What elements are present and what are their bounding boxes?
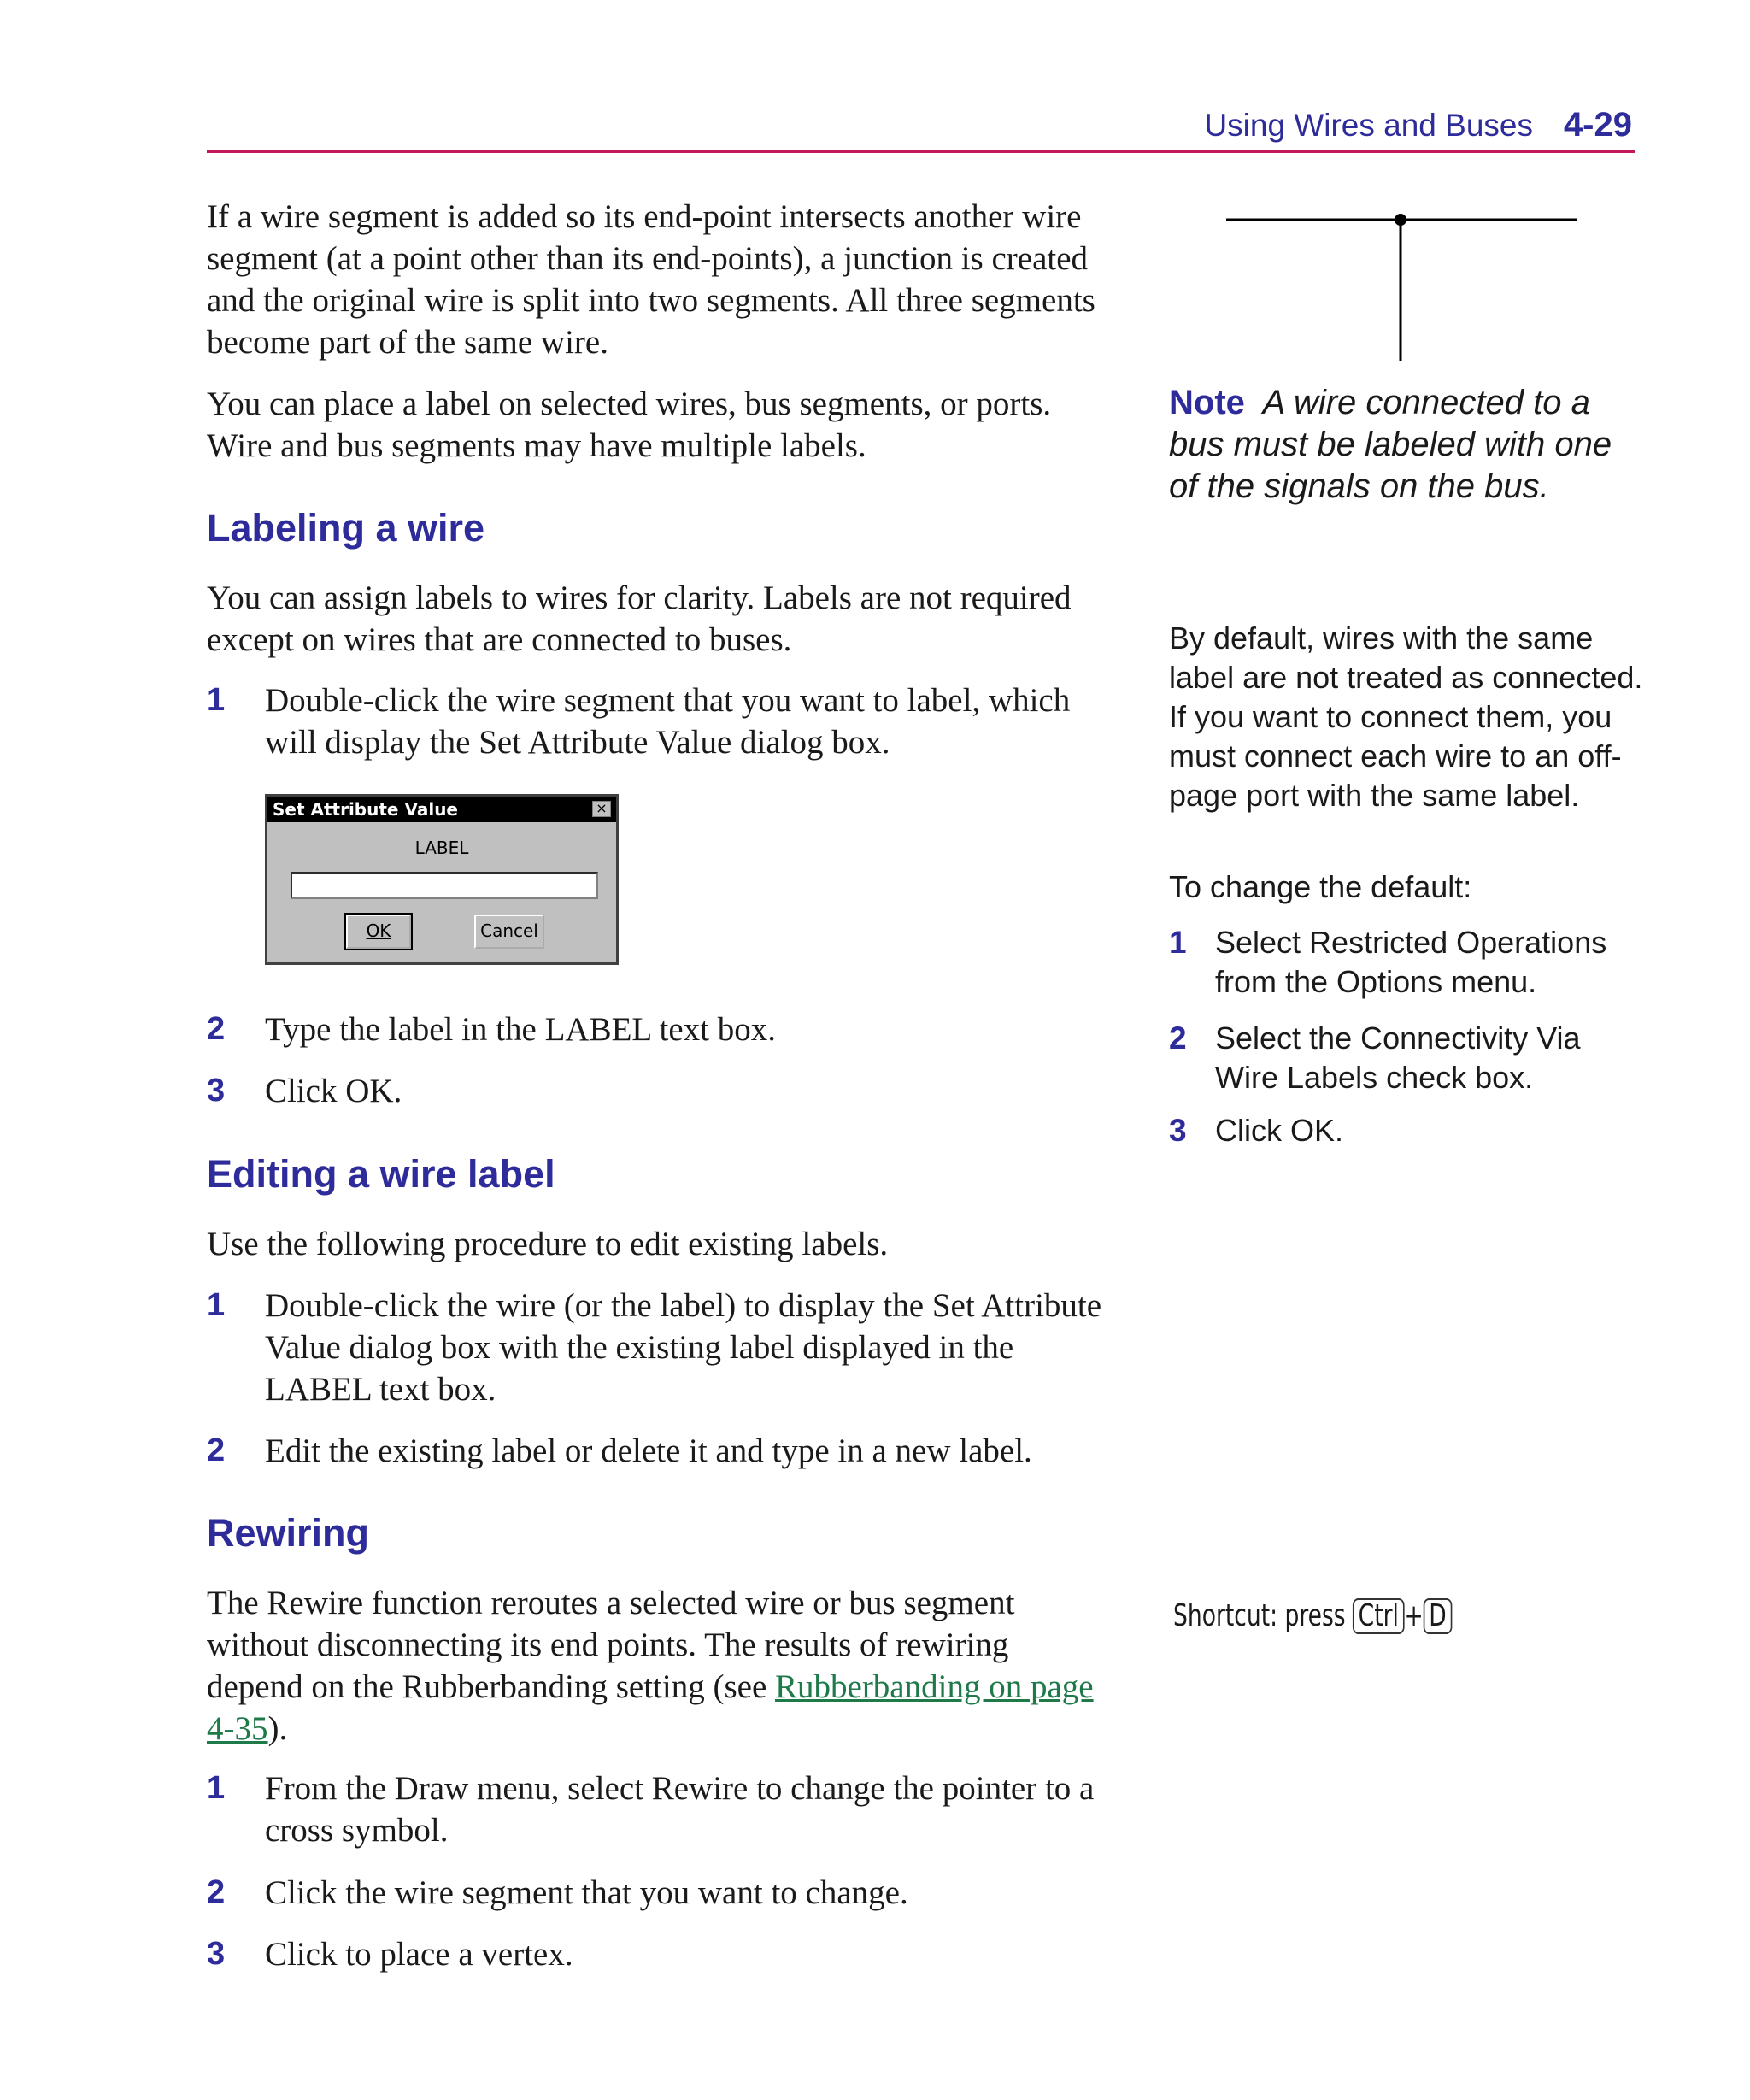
step-text: From the Draw menu, select Rewire to change the pointer to a cross symbol. [265,1770,1095,1849]
wire-junction-diagram [1222,205,1581,363]
step-number: 1 [207,1287,226,1323]
rewiring-intro-end: ). [267,1710,288,1747]
note-box [1169,382,1647,508]
heading-editing-a-wire-label: Editing a wire label [207,1152,555,1196]
d-key: D [1424,1598,1453,1634]
step-number: 2 [207,1432,226,1468]
dialog-titlebar [267,797,616,822]
step-number: 1 [207,1770,226,1806]
sidebar-paragraph-1: By default, wires with the same label are not treated as connected. If you want to connect them, you must connect each wire to an off-page port with the same label. [1169,621,1643,813]
heading-rewiring: Rewiring [207,1511,370,1555]
step-number: 2 [207,1011,226,1047]
step-number: 3 [207,1936,226,1972]
ok-button[interactable] [346,915,411,949]
step-text: Select Restricted Operations from the Options menu. [1215,925,1607,999]
heading-labeling-a-wire: Labeling a wire [207,506,485,550]
note-label: Note [1169,384,1245,421]
step-number: 2 [207,1874,226,1910]
plus-sign: + [1404,1598,1424,1633]
page-header [207,106,1634,154]
step-text: Double-click the wire (or the label) to display the Set Attribute Value dialog box with the existing label displayed in the LABEL text box. [265,1287,1102,1408]
dialog-title: Set Attribute Value [273,799,458,820]
close-icon[interactable]: × [592,801,611,817]
note-text: A wire connected to a bus must be labeled with one of the signals on the bus. [1169,384,1612,505]
step-number: 2 [1169,1021,1187,1056]
step-number: 3 [207,1073,226,1109]
step-text: Double-click the wire segment that you want to label, which will display the Set Attribute Value dialog box. [265,682,1071,761]
step-text: Edit the existing label or delete it and type in a new label. [265,1432,1032,1469]
step-text: Select the Connectivity Via Wire Labels check box. [1215,1021,1581,1095]
step-text: Click to place a vertex. [265,1936,573,1973]
rewiring-intro [207,1582,1113,1750]
section-title: Using Wires and Buses [1204,108,1533,143]
header-divider [207,150,1635,153]
step-number: 3 [1169,1113,1187,1148]
step-number: 1 [207,682,226,718]
rubberbanding-link[interactable]: Rubberbanding on page 4-35 [207,1668,1094,1747]
labeling-intro: You can assign labels to wires for clarity. Labels are not required except on wires that are connected to buses. [207,579,1072,658]
step-number: 1 [1169,925,1187,960]
editing-intro: Use the following procedure to edit existing labels. [207,1226,889,1262]
cancel-button[interactable] [474,915,544,949]
ok-button-label: OK [366,921,391,941]
step-text: Type the label in the LABEL text box. [265,1011,777,1048]
junction-dot [1395,214,1406,226]
label-field-caption: LABEL [414,838,469,858]
ctrl-key: Ctrl [1353,1598,1404,1634]
set-attribute-value-dialog [265,794,619,965]
cancel-button-label: Cancel [480,921,538,941]
step-text: Click OK. [1215,1113,1344,1148]
step-text: Click the wire segment that you want to change. [265,1874,908,1911]
rewiring-intro-text: The Rewire function reroutes a selected wire or bus segment without disconnecting its end points. The results of rewiring depend on the Rubberbanding setting (see [207,1585,1015,1705]
label-input[interactable] [291,872,598,899]
intro-paragraph-1: If a wire segment is added so its end-point intersects another wire segment (at a point other than its end-points), a junction is created and the original wire is split into two segments. All three segments become part of the same wire. [207,198,1095,361]
keyboard-shortcut [1173,1598,1452,1634]
step-text: Click OK. [265,1073,402,1109]
sidebar-paragraph-2: To change the default: [1169,869,1472,904]
page-number: 4-29 [1563,106,1632,144]
intro-paragraph-2: You can place a label on selected wires, bus segments, or ports. Wire and bus segments may have multiple labels. [207,385,1052,464]
shortcut-prefix: Shortcut: press [1173,1598,1346,1633]
